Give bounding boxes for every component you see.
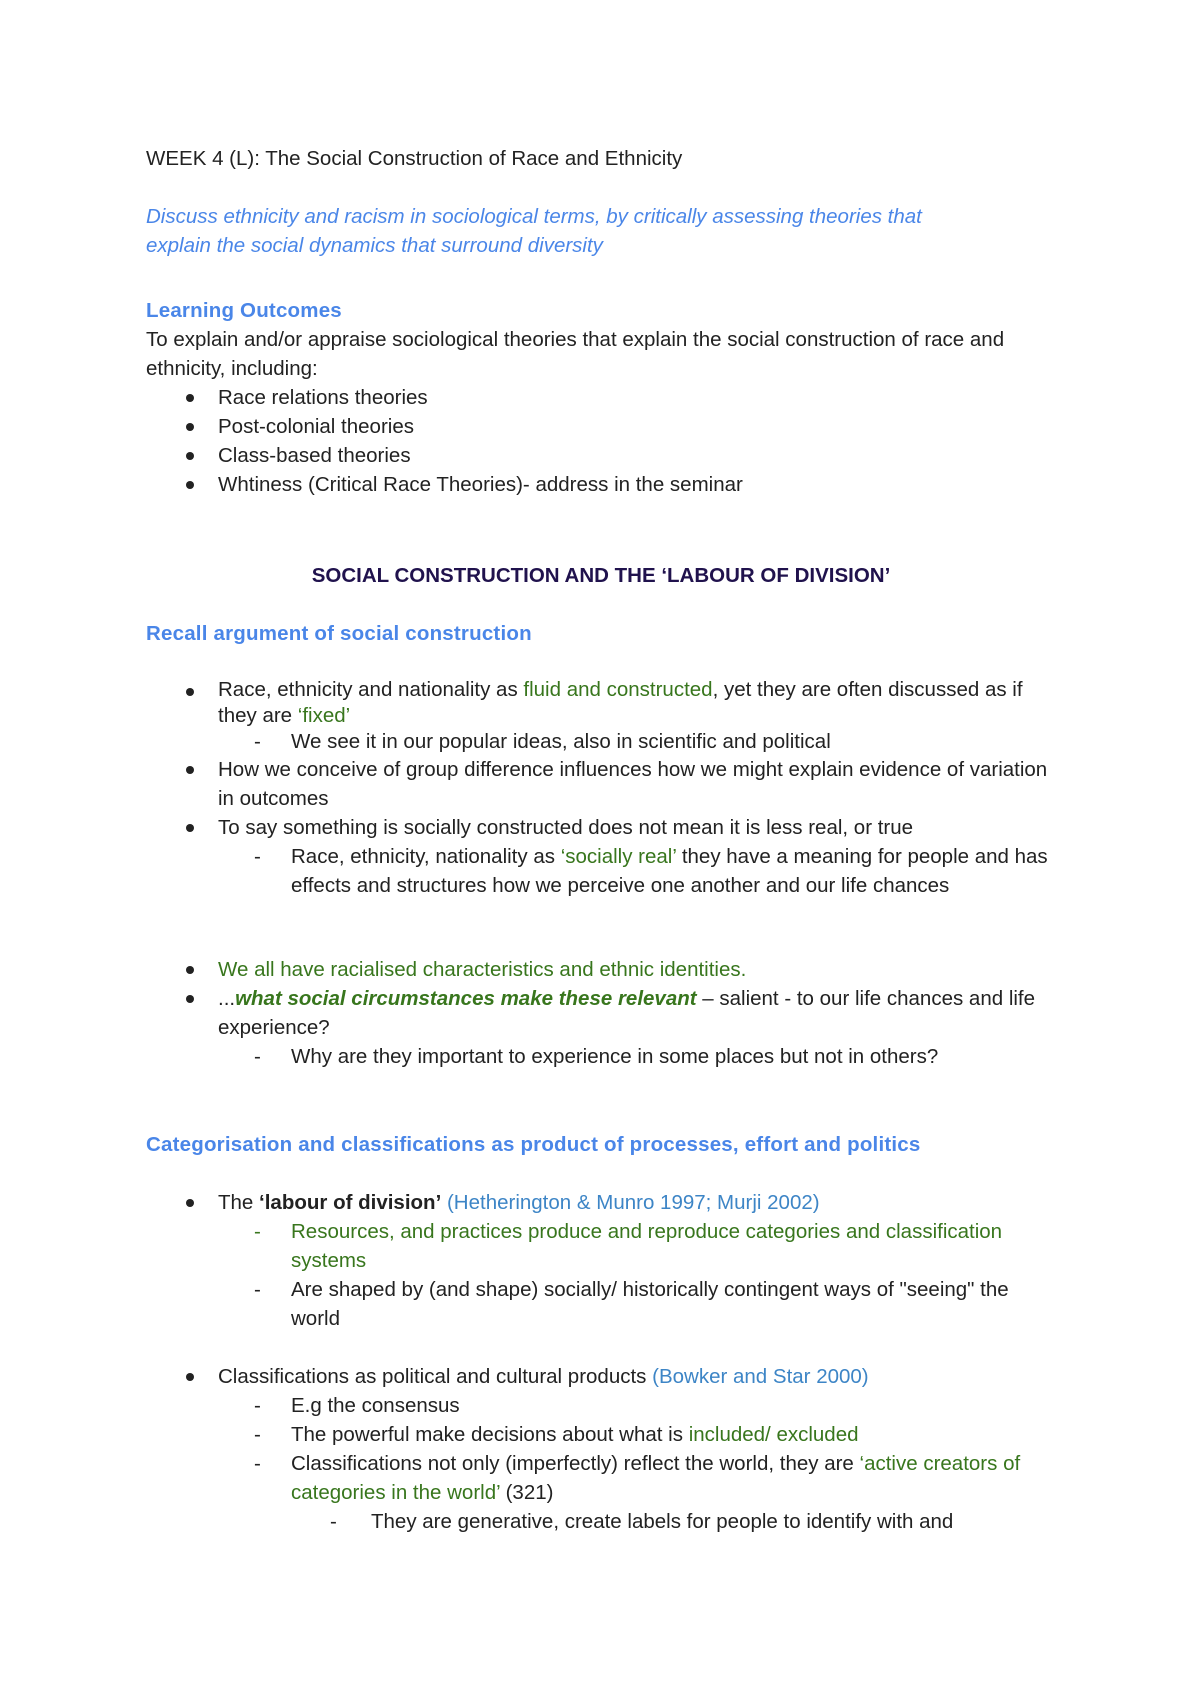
text: The	[218, 1191, 260, 1214]
reference-text: (Bowker and Star 2000)	[652, 1365, 869, 1388]
section-heading-social-construction: SOCIAL CONSTRUCTION AND THE ‘LABOUR OF DIVISION’	[311, 564, 891, 587]
learning-outcomes-list	[146, 383, 1076, 499]
page-title: WEEK 4 (L): The Social Construction of Race and Ethnicity	[146, 147, 683, 170]
labour-of-division-list	[146, 1188, 1061, 1333]
highlight-text: what social circumstances make these relevant	[235, 987, 697, 1010]
classifications-list	[146, 1362, 1061, 1536]
highlight-text: ‘active creators of categories in the world’	[291, 1452, 1021, 1504]
text: (321)	[499, 1481, 554, 1504]
list-item	[146, 984, 1061, 1042]
list-item	[146, 1362, 1061, 1391]
list-item: To say something is socially constructed does not mean it is less real, or true	[146, 813, 1061, 842]
text: , yet they are often discussed as if they are	[218, 678, 1023, 727]
text: Race, ethnicity and nationality as	[218, 678, 524, 701]
text: Classifications as political and cultural products	[218, 1365, 653, 1388]
bold-text: ‘labour of division’	[259, 1191, 442, 1214]
list-item	[146, 1188, 1061, 1217]
text: they have a meaning for people and has effects and structures how we perceive one another and our life chances	[291, 845, 1048, 897]
sub-sub-list-item: - They are generative, create labels for people to identify with and	[146, 1507, 1061, 1536]
sub-list-item	[146, 842, 1061, 900]
categorisation-heading: Categorisation and classifications as product of processes, effort and politics	[146, 1133, 921, 1156]
list-item: Class-based theories	[146, 441, 1076, 470]
list-item: Race relations theories	[146, 383, 1076, 412]
highlight-text: included/ excluded	[688, 1423, 859, 1446]
recall-argument-heading: Recall argument of social construction	[146, 622, 532, 645]
sub-list-item: - E.g the consensus	[146, 1391, 1061, 1420]
highlight-text: ‘socially real’	[560, 845, 677, 868]
sub-list-item	[146, 1449, 1061, 1507]
sub-list-item: - Resources, and practices produce and reproduce categories and classification systems	[146, 1217, 1061, 1275]
list-item: Post-colonial theories	[146, 412, 1076, 441]
sub-list-item: - Are shaped by (and shape) socially/ historically contingent ways of "seeing" the world	[146, 1275, 1061, 1333]
learning-outcomes-intro: To explain and/or appraise sociological theories that explain the social construction of race and ethnicity, including:	[146, 328, 1005, 380]
module-aim-line2: explain the social dynamics that surround diversity	[146, 234, 603, 257]
text: The powerful make decisions about what is	[291, 1423, 689, 1446]
social-construction-list	[146, 677, 1061, 900]
text: Classifications not only (imperfectly) reflect the world, they are	[291, 1452, 860, 1475]
sub-list-item	[146, 1420, 1061, 1449]
list-item: We all have racialised characteristics and ethnic identities.	[146, 955, 1061, 984]
highlight-text: fluid and constructed	[523, 678, 713, 701]
sub-list-item: - We see it in our popular ideas, also in scientific and political	[146, 729, 1061, 755]
list-item	[146, 677, 1061, 729]
module-aim-line1: Discuss ethnicity and racism in sociological terms, by critically assessing theories that	[146, 205, 922, 228]
module-aim	[146, 202, 1076, 260]
text: – salient - to our life chances and life experience?	[218, 987, 1036, 1039]
reference-text: (Hetherington & Munro 1997; Murji 2002)	[441, 1191, 820, 1214]
text: ...	[218, 987, 236, 1010]
text: Race, ethnicity, nationality as	[291, 845, 561, 868]
learning-outcomes-heading: Learning Outcomes	[146, 299, 342, 322]
list-item: Whtiness (Critical Race Theories)- address in the seminar	[146, 470, 1076, 499]
sub-list-item: - Why are they important to experience in some places but not in others?	[146, 1042, 1061, 1071]
racialised-list	[146, 955, 1061, 1071]
list-item: How we conceive of group difference influences how we might explain evidence of variation in outcomes	[146, 755, 1061, 813]
highlight-text: ‘fixed’	[297, 704, 351, 727]
